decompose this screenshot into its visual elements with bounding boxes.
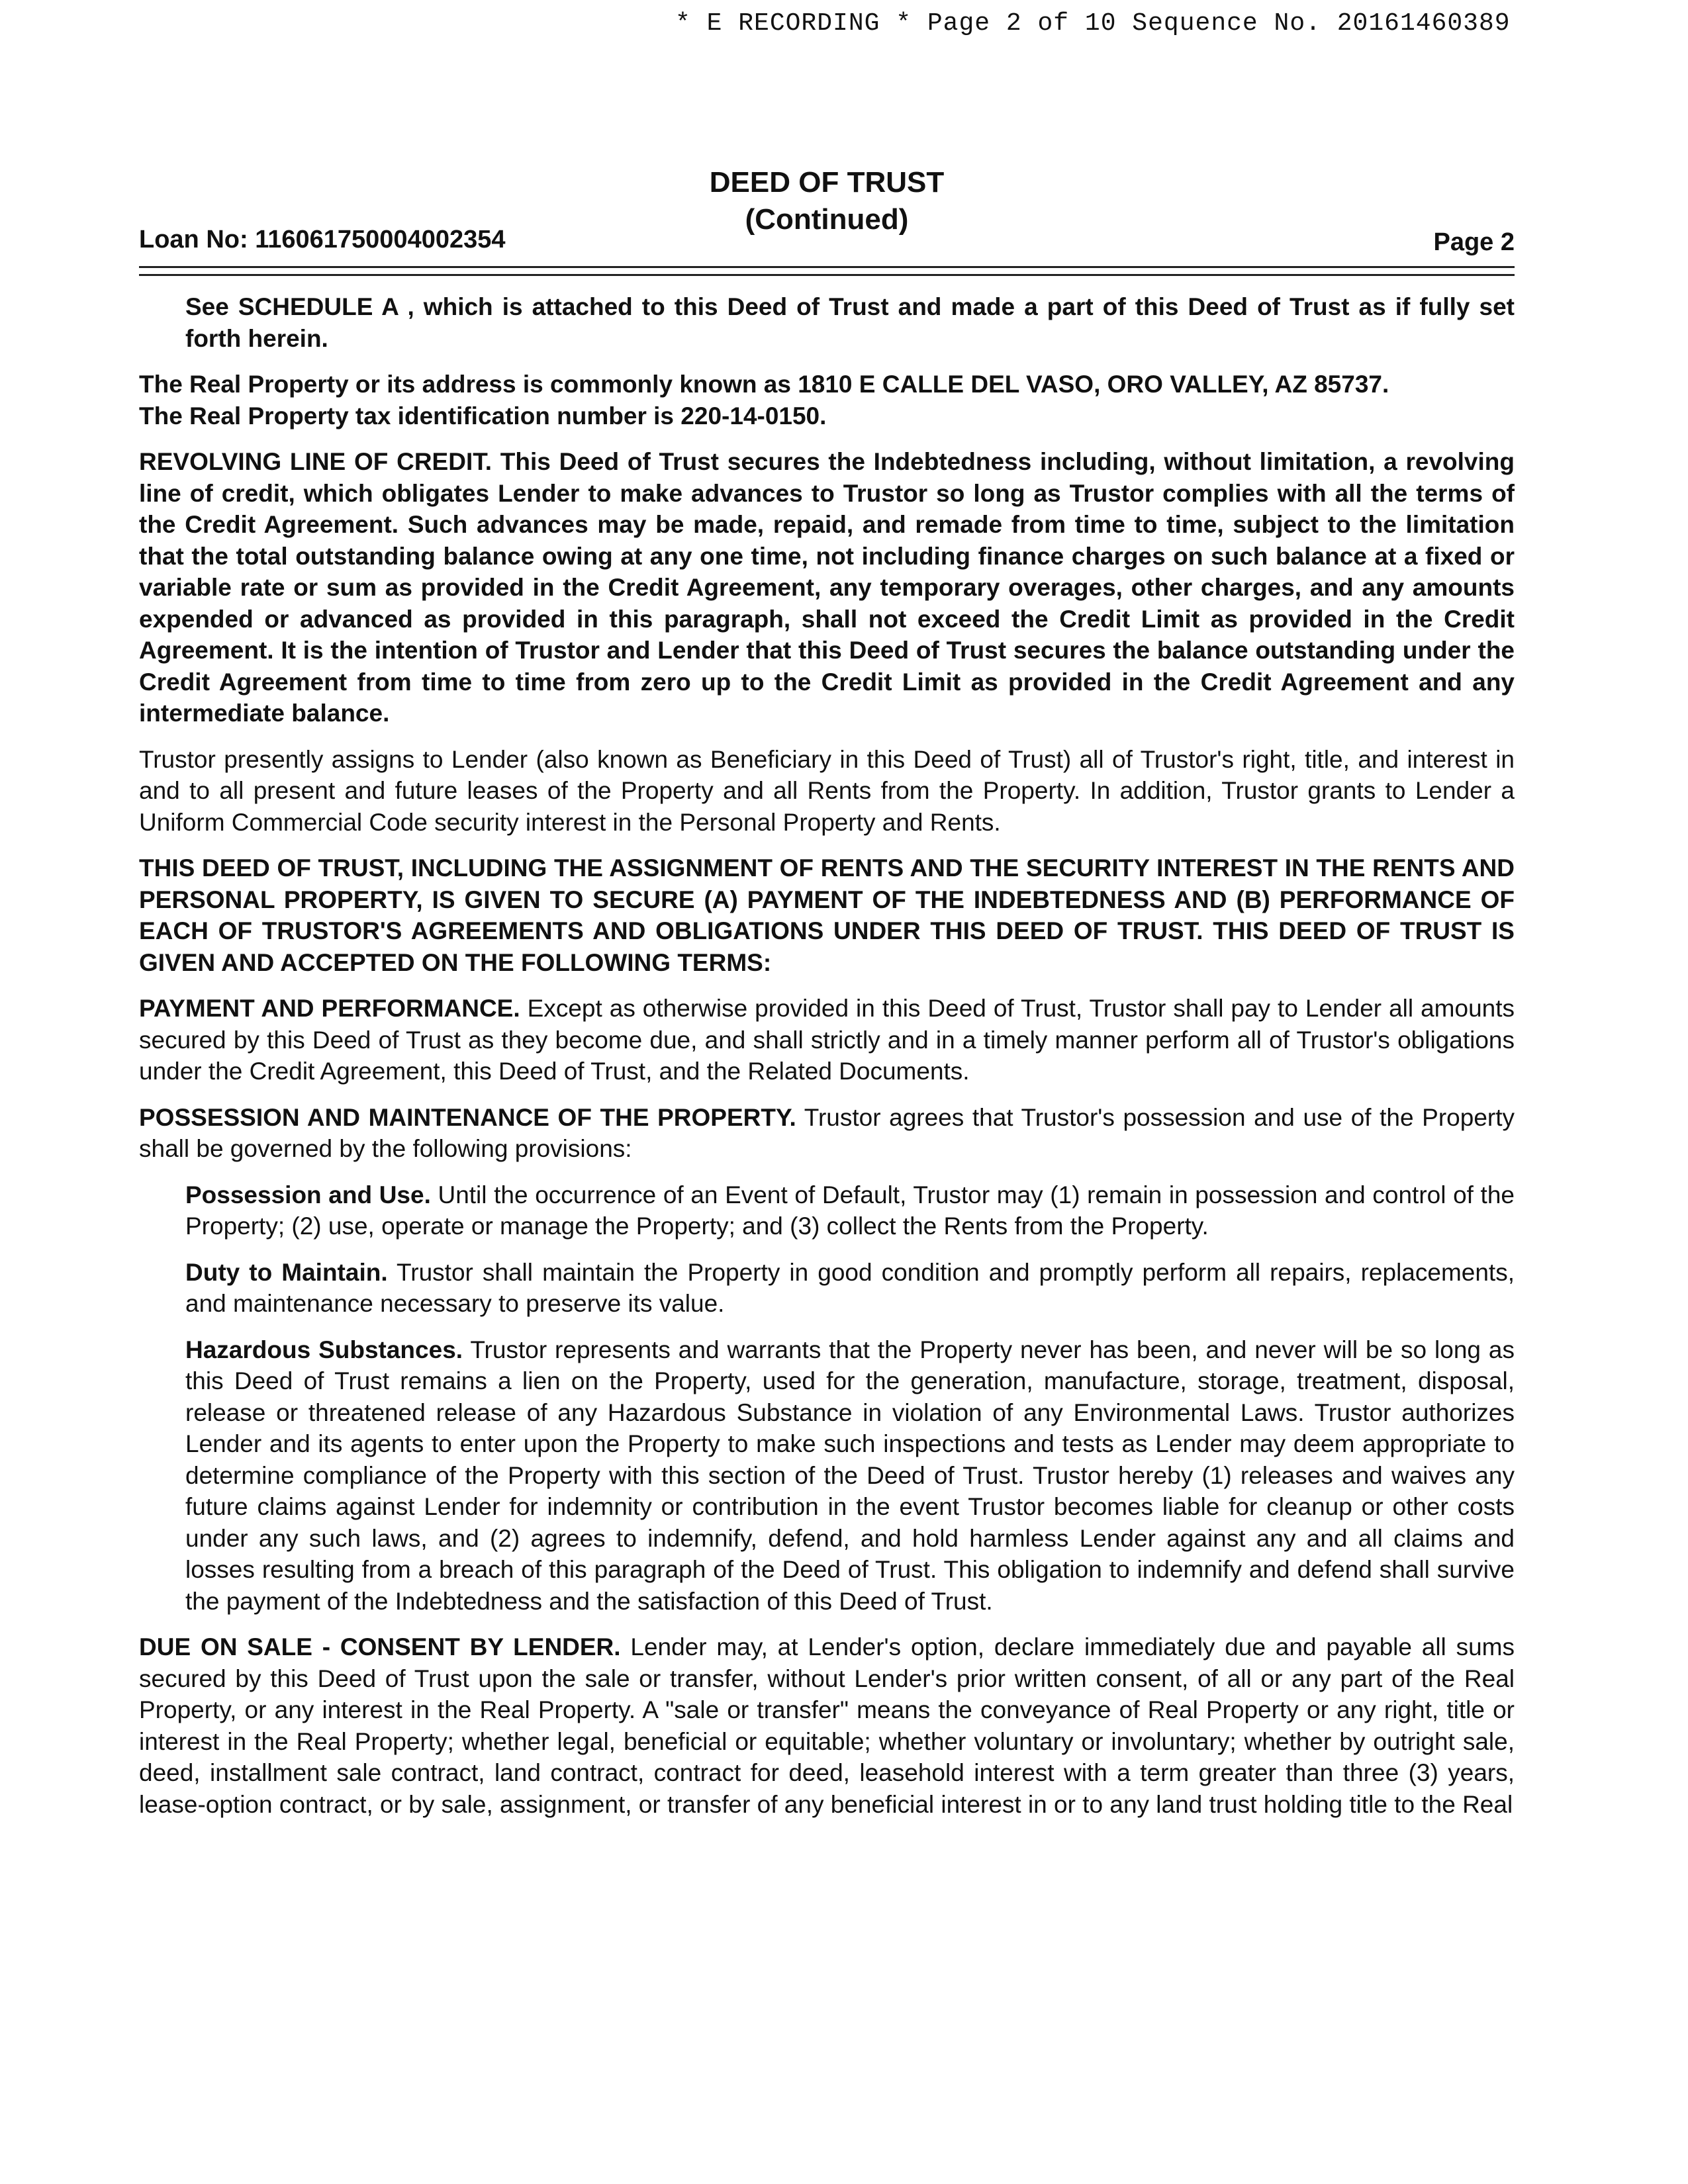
assignment-paragraph: Trustor presently assigns to Lender (also known as Beneficiary in this Deed of Trust) all of Trustor's right, title, and interest in and to all present and future leases of the Property and all Rents from the Property. In addition, Trustor grants to Lender a Uniform Commercial Code security interest in the Personal Property and Rents.: [139, 745, 1515, 836]
caps-statement: THIS DEED OF TRUST, INCLUDING THE ASSIGNMENT OF RENTS AND THE SECURITY INTEREST IN THE RENTS AND PERSONAL PROPERTY, IS GIVEN TO SECURE (A) PAYMENT OF THE INDEBTEDNESS AND (B) PERFORMANCE OF EACH OF TRUSTOR'S AGREEMENTS AND OBLIGATIONS UNDER THIS DEED OF TRUST. THIS DEED OF TRUST IS GIVEN AND ACCEPTED ON THE FOLLOWING TERMS:: [139, 854, 1515, 976]
hazard-heading: Hazardous Substances.: [185, 1336, 463, 1363]
payment-paragraph: [139, 993, 1515, 1087]
schedule-paragraph: See SCHEDULE A , which is attached to this Deed of Trust and made a part of this Deed of Trust as if fully set forth herein.: [185, 293, 1515, 352]
revolving-body: This Deed of Trust secures the Indebtedness including, without limitation, a revolving line of credit, which obligates Lender to make advances to Trustor so long as Trustor complies with all the terms of the Credit Agreement. Such advances may be made, repaid, and remade from time to time, subject to the limitation that the total outstanding balance owing at any one time, not including finance charges on such balance at a fixed or variable rate or sum as provided in the Credit Agreement, any temporary overages, other charges, and any amounts expended or advanced as provided in this paragraph, shall not exceed the Credit Limit as provided in the Credit Agreement. It is the intention of Trustor and Lender that this Deed of Trust secures the balance outstanding under the Credit Agreement from time to time from zero up to the Credit Limit as provided in the Credit Agreement and any intermediate balance.: [139, 448, 1515, 727]
due-heading: DUE ON SALE - CONSENT BY LENDER.: [139, 1633, 621, 1661]
duty-paragraph: [185, 1257, 1515, 1320]
property-address: 1810 E CALLE DEL VASO, ORO VALLEY, AZ 85737.: [798, 371, 1389, 398]
duty-heading: Duty to Maintain.: [185, 1258, 388, 1286]
page-number: Page 2: [1433, 228, 1515, 256]
document-title: [139, 164, 1515, 238]
payment-heading: PAYMENT AND PERFORMANCE.: [139, 995, 520, 1022]
title-line-2: (Continued): [745, 203, 909, 236]
document-body: [139, 291, 1515, 1835]
tax-label: The Real Property tax identification number is: [139, 402, 675, 430]
possession-paragraph: [139, 1102, 1515, 1165]
use-body: Until the occurrence of an Event of Default, Trustor may (1) remain in possession and control of the Property; (2) use, operate or manage the Property; and (3) collect the Rents from the Property.: [185, 1181, 1515, 1240]
header-rule-bottom: [139, 274, 1515, 276]
revolving-heading: REVOLVING LINE OF CREDIT.: [139, 448, 492, 475]
hazardous-paragraph: [185, 1334, 1515, 1617]
possession-use-paragraph: [185, 1179, 1515, 1242]
use-heading: Possession and Use.: [185, 1181, 431, 1208]
loan-number: Loan No: 116061750004002354: [139, 226, 506, 253]
due-on-sale-paragraph: [139, 1631, 1515, 1820]
possession-body: Trustor agrees that Trustor's possession and use of the Property shall be governed by the following provisions:: [139, 1103, 1515, 1162]
document-header: [139, 159, 1515, 258]
revolving-credit-paragraph: [139, 446, 1515, 729]
tax-id: 220-14-0150.: [680, 402, 827, 430]
payment-body: Except as otherwise provided in this Deed of Trust, Trustor shall pay to Lender all amounts secured by this Deed of Trust as they become due, and shall strictly and in a timely manner perform all of Trustor's obligations under the Credit Agreement, this Deed of Trust, and the Related Documents.: [139, 995, 1515, 1085]
title-line-1: DEED OF TRUST: [709, 166, 945, 199]
hazard-body: Trustor represents and warrants that the Property never has been, and never will be so long as this Deed of Trust remains a lien on the Property, used for the generation, manufacture, storage, treatment, disposal, release or threatened release of any Hazardous Substance in violation of any Environmental Laws. Trustor authorizes Lender and its agents to enter upon the Property to make such inspections and tests as Lender may deem appropriate to determine compliance of the Property with this section of the Deed of Trust. Trustor hereby (1) releases and waives any future claims against Lender for indemnity or contribution in the event Trustor becomes liable for cleanup or other costs under any such laws, and (2) agrees to indemnify, defend, and hold harmless Lender against any and all claims and losses resulting from a breach of this paragraph of the Deed of Trust. This obligation to indemnify and defend shall survive the payment of the Indebtedness and the satisfaction of this Deed of Trust.: [185, 1336, 1515, 1615]
header-rule-top: [139, 266, 1515, 268]
duty-body: Trustor shall maintain the Property in good condition and promptly perform all repairs, replacements, and maintenance necessary to preserve its value.: [185, 1258, 1515, 1317]
due-body: Lender may, at Lender's option, declare immediately due and payable all sums secured by this Deed of Trust upon the sale or transfer, without Lender's prior written consent, of all or any part of the Real Property, or any interest in the Real Property. A "sale or transfer" means the conveyance of Real Property or any right, title or interest in the Real Property; whether legal, beneficial or equitable; whether voluntary or involuntary; whether by outright sale, deed, installment sale contract, land contract, contract for deed, leasehold interest with a term greater than three (3) years, lease-option contract, or by sale, assignment, or transfer of any beneficial interest in or to any land trust holding title to the Real: [139, 1633, 1515, 1818]
address-paragraph: [139, 369, 1515, 432]
possession-heading: POSSESSION AND MAINTENANCE OF THE PROPERTY.: [139, 1103, 796, 1131]
address-label: The Real Property or its address is commonly known as: [139, 371, 791, 398]
recording-header: * E RECORDING * Page 2 of 10 Sequence No. 20161460389: [675, 9, 1511, 38]
